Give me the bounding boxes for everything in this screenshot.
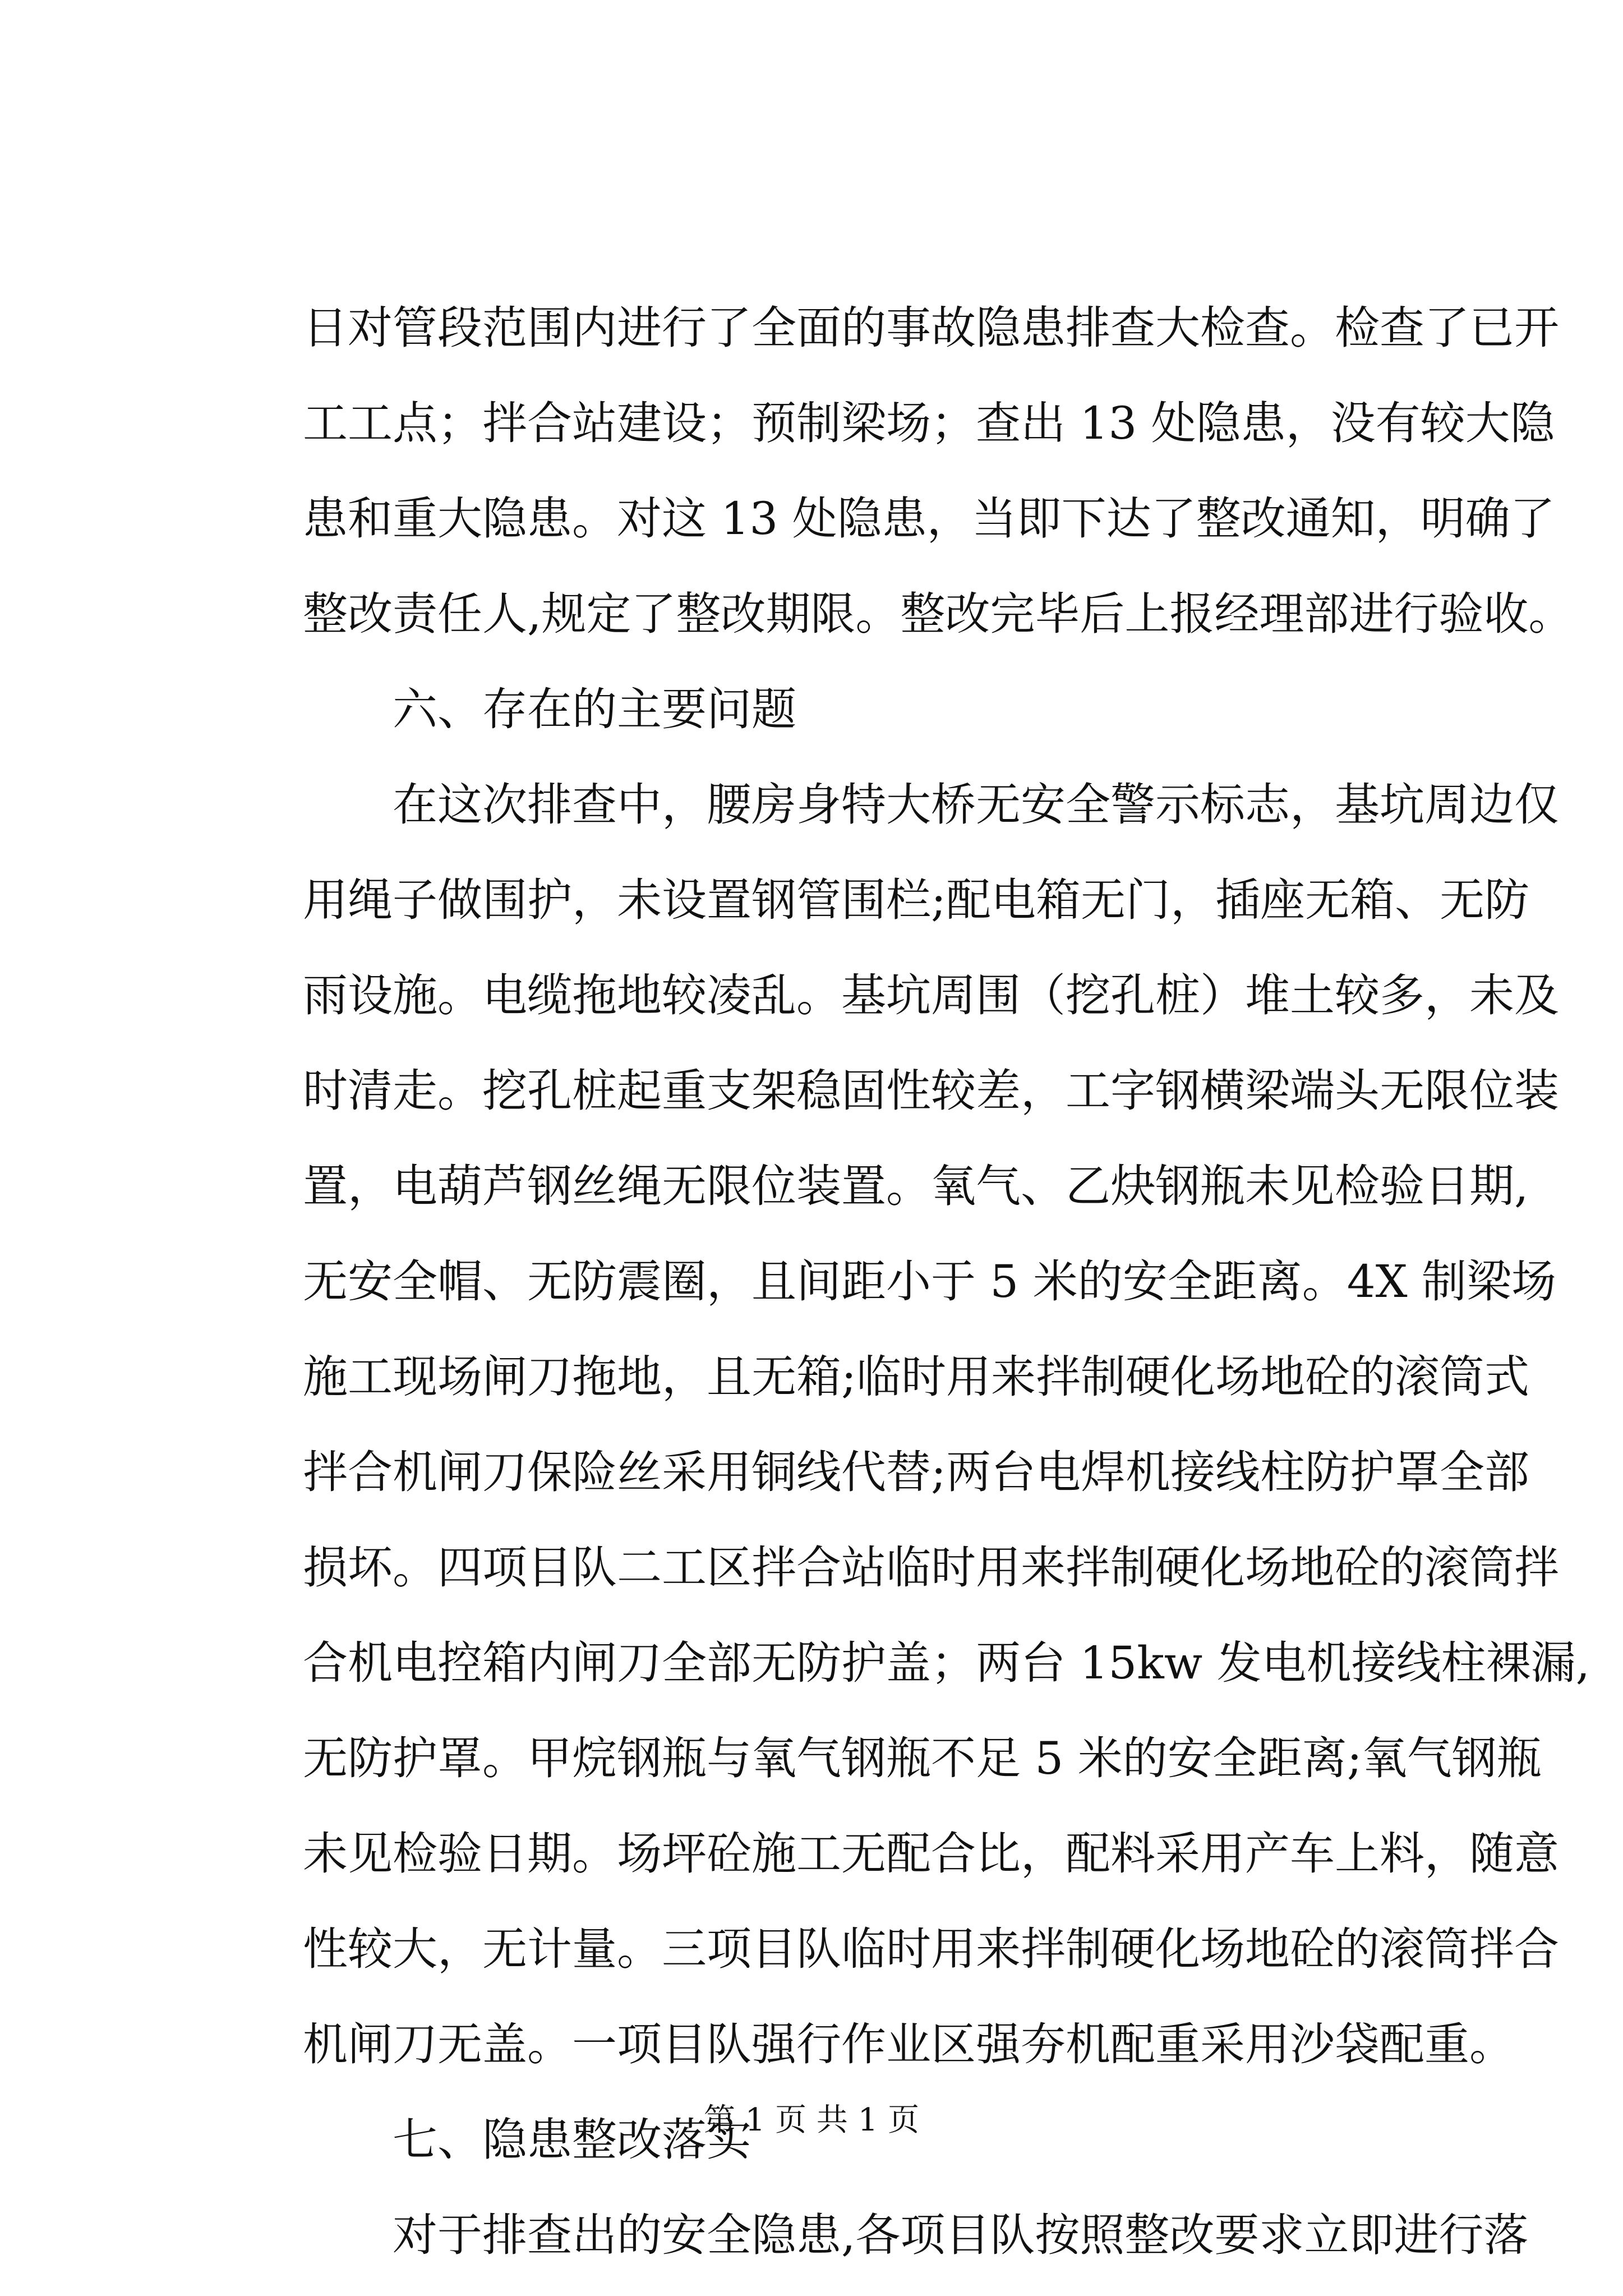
text-line: 工工点；拌合站建设；预制梁场；查出 13 处隐患，没有较大隐 bbox=[303, 397, 1555, 449]
text-line: 拌合机闸刀保险丝采用铜线代替;两台电焊机接线柱防护罩全部 bbox=[303, 1446, 1529, 1498]
text-line: 合机电控箱内闸刀全部无防护盖；两台 15kw 发电机接线柱裸漏, bbox=[303, 1637, 1590, 1689]
text-line: 置，电葫芦钢丝绳无限位装置。氧气、乙炔钢瓶未见检验日期, bbox=[303, 1160, 1529, 1212]
text-line: 雨设施。电缆拖地较凌乱。基坑周围（挖孔桩）堆土较多，未及 bbox=[303, 969, 1559, 1022]
text-line: 患和重大隐患。对这 13 处隐患，当即下达了整改通知，明确了 bbox=[303, 493, 1555, 545]
document-body bbox=[303, 280, 1590, 2283]
text-line: 日对管段范围内进行了全面的事故隐患排查大检查。检查了已开 bbox=[303, 302, 1559, 354]
text-line: 未见检验日期。场坪砼施工无配合比，配料采用产车上料，随意 bbox=[303, 1828, 1559, 1880]
section-heading: 六、存在的主要问题 bbox=[393, 683, 796, 735]
text-line: 损坏。四项目队二工区拌合站临时用来拌制硬化场地砼的滚筒拌 bbox=[303, 1542, 1559, 1594]
section-heading: 七、隐患整改落实 bbox=[393, 2114, 751, 2166]
text-line: 时清走。挖孔桩起重支架稳固性较差，工字钢横梁端头无限位装 bbox=[303, 1065, 1559, 1117]
text-line: 用绳子做围护，未设置钢管围栏;配电箱无门，插座无箱、无防 bbox=[303, 874, 1529, 926]
text-line: 无安全帽、无防震圈，且间距小于 5 米的安全距离。4X 制梁场 bbox=[303, 1255, 1557, 1308]
text-line: 在这次排查中，腰房身特大桥无安全警示标志，基坑周边仅 bbox=[393, 779, 1559, 831]
page-footer: 第 1 页 共 1 页 bbox=[703, 2102, 920, 2138]
text-line: 施工现场闸刀拖地，且无箱;临时用来拌制硬化场地砼的滚筒式 bbox=[303, 1351, 1529, 1403]
text-line: 无防护罩。甲烷钢瓶与氧气钢瓶不足 5 米的安全距离;氧气钢瓶 bbox=[303, 1732, 1542, 1784]
text-line: 性较大，无计量。三项目队临时用来拌制硬化场地砼的滚筒拌合 bbox=[303, 1923, 1559, 1975]
text-line: 对于排查出的安全隐患,各项目队按照整改要求立即进行落 bbox=[393, 2209, 1529, 2261]
text-line: 整改责任人,规定了整改期限。整改完毕后上报经理部进行验收。 bbox=[303, 588, 1574, 640]
text-line: 机闸刀无盖。一项目队强行作业区强夯机配重采用沙袋配重。 bbox=[303, 2018, 1514, 2070]
